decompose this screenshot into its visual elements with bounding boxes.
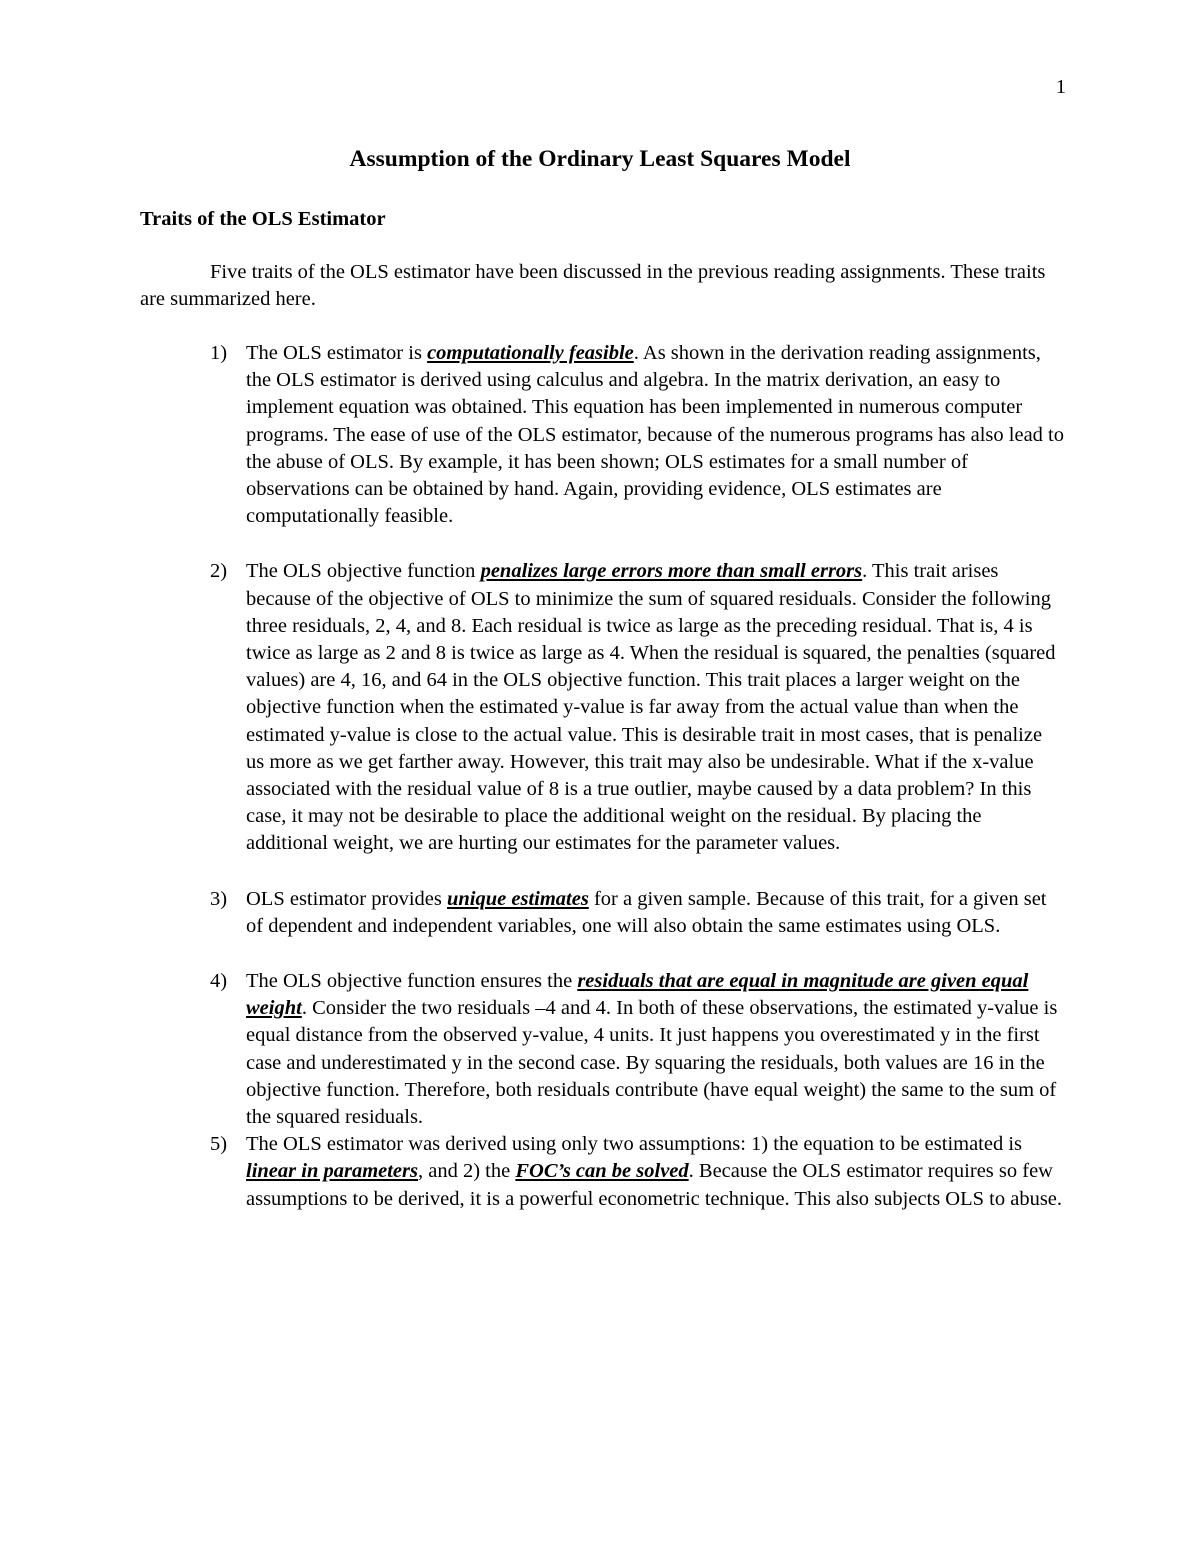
trait-text [246, 340, 1065, 530]
traits-list [140, 340, 1065, 1213]
trait-emphasis: unique estimates [447, 887, 589, 910]
document-title: Assumption of the Ordinary Least Squares Model [349, 146, 851, 172]
trait-text-after: for a given sample. Because of this trait, for a given set of dependent and independent variables, one will also obtain the same estimates using OLS. [246, 887, 1047, 937]
trait-text [246, 886, 1065, 940]
trait-item-5 [140, 1131, 1065, 1213]
trait-item-3 [140, 886, 1065, 940]
trait-text-before: OLS estimator provides [246, 887, 447, 910]
intro-paragraph: Five traits of the OLS estimator have been discussed in the previous reading assignments. These traits are summarized here. [140, 261, 1046, 311]
trait-text [246, 558, 1065, 857]
trait-emphasis-2: FOC’s can be solved [515, 1160, 689, 1183]
trait-text [246, 1131, 1065, 1213]
page-number: 1 [1055, 76, 1066, 98]
trait-text-after: . Because the OLS estimator requires so few assumptions to be derived, it is a powerful econometric technique. This also subjects OLS to abuse. [246, 1160, 1063, 1210]
trait-text-before: The OLS estimator is [246, 342, 428, 364]
trait-emphasis: residuals that are equal in magnitude are given equal weight [246, 970, 1029, 1020]
trait-text-before: The OLS objective function ensures the [246, 970, 578, 993]
trait-item-2 [140, 558, 1065, 857]
trait-text-middle: , and 2) the [418, 1160, 516, 1183]
trait-number: 3) [210, 887, 228, 910]
trait-text-after: . As shown in the derivation reading assignments, the OLS estimator is derived using calculus and algebra. In the matrix derivation, an easy to implement equation was obtained. This equation has been implemented in numerous computer programs. The ease of use of the OLS estimator, because of the numerous programs has also lead to the abuse of OLS. By example, it has been shown; OLS estimates for a small number of observations can be obtained by hand. Again, providing evidence, OLS estimates are computationally feasible. [246, 342, 1064, 528]
trait-item-4 [140, 968, 1065, 1131]
trait-text-after: . Consider the two residuals –4 and 4. In both of these observations, the estimated y-value is equal distance from the observed y-value, 4 units. It just happens you overestimated y in the first case and underestimated y in the second case. By squaring the residuals, both values are 16 in the objective function. Therefore, both residuals contribute (have equal weight) the same to the sum of the squared residuals. [246, 997, 1058, 1129]
trait-number: 4) [210, 970, 228, 993]
trait-number: 5) [210, 1133, 228, 1156]
trait-item-1 [140, 340, 1065, 530]
trait-text [246, 968, 1065, 1131]
trait-emphasis: penalizes large errors more than small errors [480, 560, 863, 583]
trait-emphasis: linear in parameters [246, 1160, 418, 1183]
section-heading: Traits of the OLS Estimator [140, 208, 386, 230]
trait-emphasis: computationally feasible [427, 342, 634, 364]
trait-text-before: The OLS objective function [246, 560, 481, 583]
trait-number: 1) [210, 342, 228, 364]
trait-text-after: . This trait arises because of the objective of OLS to minimize the sum of squared residuals. Consider the following three residuals, 2, 4, and 8. Each residual is twice as large as the preceding residual. That is, 4 is twice as large as 2 and 8 is twice as large as 4. When the residual is squared, the penalties (squared values) are 4, 16, and 64 in the OLS objective function. This trait places a larger weight on the objective function when the estimated y-value is far away from the actual value than when the estimated y-value is close to the actual value. This is desirable trait in most cases, that is penalize us more as we get farther away. However, this trait may also be undesirable. What if the x-value associated with the residual value of 8 is a true outlier, maybe caused by a data problem? In this case, it may not be desirable to place the additional weight on the residual. By placing the additional weight, we are hurting our estimates for the parameter values. [246, 560, 1056, 855]
trait-text-before: The OLS estimator was derived using only two assumptions: 1) the equation to be estimated is [246, 1133, 1023, 1156]
trait-number: 2) [210, 560, 228, 583]
